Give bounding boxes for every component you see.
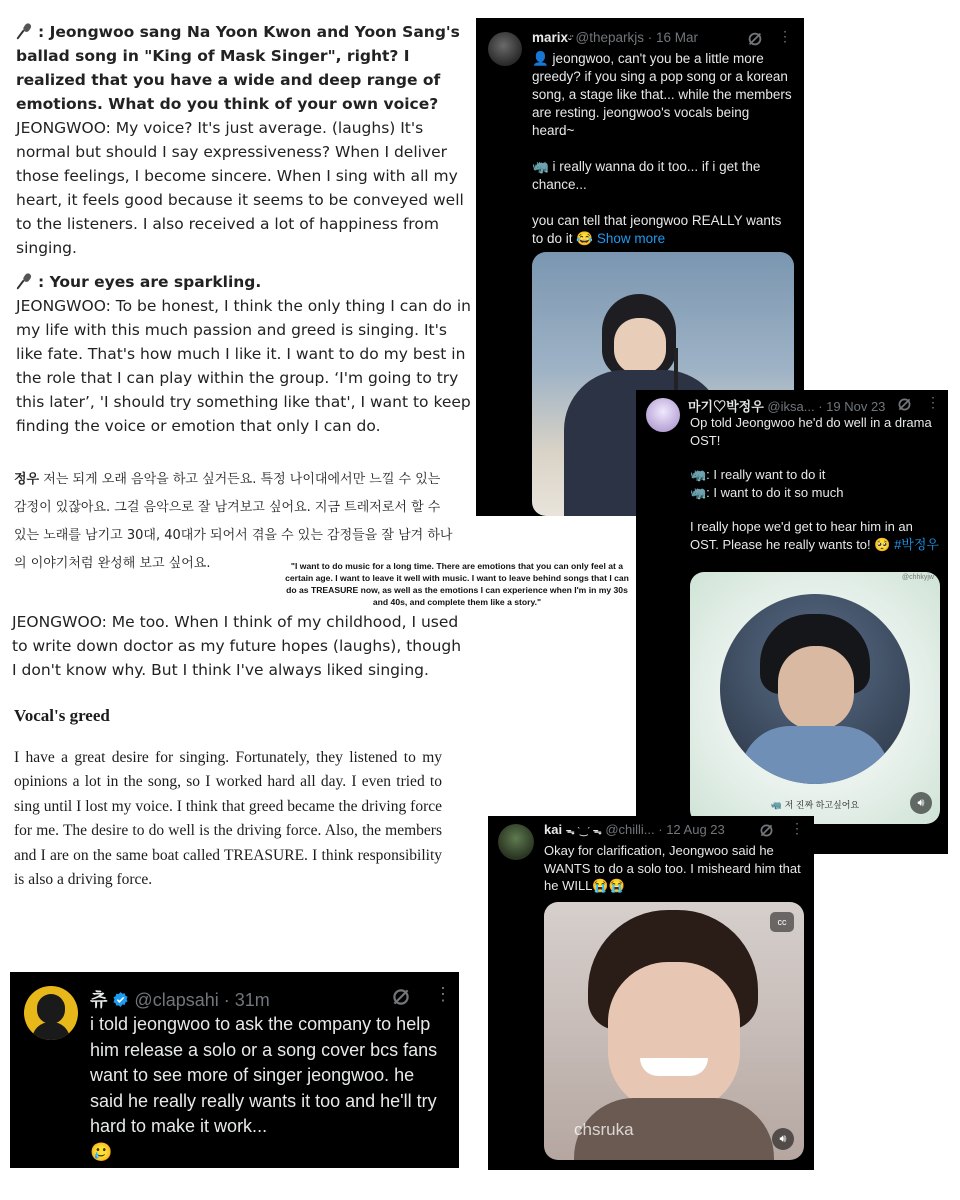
tweet-date[interactable]: · 16 Mar [647, 30, 699, 45]
microphone-icon [16, 272, 34, 290]
tweet-date[interactable]: · 31m [223, 990, 270, 1010]
avatar[interactable] [646, 398, 680, 432]
more-options-icon[interactable]: ⋮ [778, 28, 793, 44]
tweet-card-magi[interactable] [636, 390, 948, 854]
watermark: @chhkyjw [901, 574, 934, 581]
tweet-text-2: 🦏 i really wanna do it too... if i get the chance... [532, 159, 761, 192]
display-name[interactable]: 마기♡박정우 [688, 399, 764, 414]
tweet-text-4: I really hope we'd get to hear him in an OST. Please he really wants to! 🥺 [690, 519, 913, 552]
hashtag-link[interactable]: #박정우 [894, 536, 939, 552]
photo-face [778, 646, 854, 730]
tweet-media-video[interactable] [544, 902, 804, 1160]
tweet-card-kai[interactable] [488, 816, 814, 1170]
tweet-header: kai ᯓ ˋ‿ˊ ᯓ @chilli... · 12 Aug 23 [544, 822, 725, 837]
tweet-text-3: you can tell that jeongwoo REALLY wants to do it 😂 [532, 213, 782, 246]
more-options-icon[interactable]: ⋮ [434, 984, 453, 1004]
grok-icon[interactable] [758, 822, 775, 839]
tweet-text: i told jeongwoo to ask the company to help him release a solo or a song cover bcs fans want to see more of singer jeongwoo. he said he really really wants it too and he'll try hard to make it work... [90, 1014, 438, 1136]
show-more-link[interactable]: Show more [596, 231, 666, 246]
user-handle[interactable]: @chilli... [605, 822, 655, 837]
tweet-date[interactable]: · 12 Aug 23 [658, 822, 725, 837]
interview-question-2: : Your eyes are sparkling. [16, 270, 474, 294]
interview-q1-block [16, 20, 468, 260]
section-title: Vocal's greed [14, 706, 110, 725]
user-handle[interactable]: @theparkjs [575, 30, 644, 45]
interview-question-1: : Jeongwoo sang Na Yoon Kwon and Yoon Sang's ballad song in "King of Mask Singer", right? I realized that you have a wide and deep range of emotions. What do you think of your own voice? [16, 23, 460, 113]
grok-icon[interactable] [746, 30, 764, 48]
tweet-emoji: 🥲 [90, 1141, 113, 1162]
more-options-icon[interactable]: ⋮ [790, 820, 805, 836]
volume-icon[interactable]: 🔊︎ [910, 792, 932, 814]
avatar-shoulders [32, 1022, 70, 1040]
tweet-body [690, 414, 940, 553]
display-name[interactable]: kai [544, 822, 563, 837]
tweet-header [688, 396, 910, 415]
tweet-date[interactable]: · 19 Nov 23 [818, 399, 886, 414]
tweet-text-1: Op told Jeongwoo he'd do well in a drama OST! [690, 415, 932, 448]
grok-icon[interactable] [896, 396, 913, 413]
korean-translation: "I want to do music for a long time. There are emotions that you can only feel at a certain age. I want to leave it well with music. I want to leave behind songs that I can do as TREASURE now, as well as the emotions I can experience when I'm in my 30s and 40s, and complete them like a story." [285, 561, 629, 607]
interview-answer-1: JEONGWOO: My voice? It's just average. (laughs) It's normal but should I say expressiveness? When I deliver those feelings, I become sincere. When I sing with all my heart, it feels good because it seems to be conveyed well to the listeners. I also received a lot of happiness from singing. [16, 119, 464, 257]
korean-speaker: 정우 [14, 472, 40, 487]
video-caption: 🦏 저 진짜 하고싶어요 [770, 800, 860, 810]
avatar[interactable] [488, 32, 522, 66]
watermark: chsruka [574, 1120, 634, 1139]
display-name[interactable]: marix [532, 30, 569, 45]
microphone-icon [16, 22, 34, 40]
photo-smile [640, 1058, 708, 1076]
section-body: I have a great desire for singing. Fortunately, they listened to my opinions a lot in the song, so I worked hard all day. I even tried to sing until I lost my voice. I think that greed became the driving force for me. The desire to do well is the driving force. Also, the members and I are on the same boat called TREASURE. I think responsibility is also a driving force. [14, 749, 442, 889]
tweet-text: Okay for clarification, Jeongwoo said he WANTS to do a solo too. I misheard him that he WILL😭😭 [544, 843, 801, 893]
photo-body [740, 726, 890, 784]
tweet-line-2: 🦏: I really want to do it [690, 467, 826, 482]
interview-answer-3: JEONGWOO: Me too. When I think of my childhood, I used to write down doctor as my future hopes (laughs), though I don't know why. But I think I've always liked singing. [12, 613, 462, 679]
tweet-media-video[interactable] [690, 572, 940, 824]
tweet-body [532, 50, 794, 248]
korean-quote-text: 저는 되게 오래 음악을 하고 싶거든요. 특정 나이대에서만 느낄 수 있는 감정이 있잖아요. 그걸 음악으로 잘 남겨보고 싶어요. 지금 트레저로서 할 수 있는 노래를 남기고 30대, 40대가 되어서 겪을 수 있는 감정들을 잘 남겨 하나의 이야기처럼 완성해 보고 싶어요. [14, 472, 453, 571]
avatar-silhouette [37, 994, 65, 1024]
tweet-card-chu[interactable] [10, 972, 459, 1168]
tweet-line-3: 🦏: I want to do it so much [690, 484, 844, 500]
video-circle-frame [720, 594, 910, 784]
tweet-body [90, 1012, 450, 1165]
captions-icon[interactable]: cc [770, 912, 794, 932]
photo-face [614, 318, 666, 374]
volume-icon[interactable]: 🔊︎ [772, 1128, 794, 1150]
user-handle[interactable]: @iksa... [767, 399, 815, 414]
tweet-header: marixᵕ̈ @theparkjs · 16 Mar [532, 30, 699, 45]
display-name[interactable]: 츄 [90, 990, 108, 1010]
interview-q2-block [16, 270, 474, 438]
more-options-icon[interactable]: ⋮ [926, 394, 941, 410]
avatar[interactable] [24, 986, 78, 1040]
grok-icon[interactable] [390, 986, 412, 1008]
tweet-header [90, 986, 390, 1012]
user-handle[interactable]: @clapsahi [134, 990, 219, 1010]
interview-answer-2: JEONGWOO: To be honest, I think the only thing I can do in my life with this much passion and greed is singing. It's like fate. That's how much I like it. I want to do my best in the role that I can play within the group. ‘I'm going to try this later’, 'I should try something like that', I want to keep finding the voice or emotion that only I can do. [16, 297, 471, 435]
verified-badge-icon [112, 991, 129, 1008]
tweet-text-1: 👤 jeongwoo, can't you be a little more greedy? if you sing a pop song or a korean song, a stage like that... while the members are resting. jeongwoo's vocals being heard~ [532, 51, 792, 138]
photo-face [608, 962, 740, 1112]
avatar[interactable] [498, 824, 534, 860]
